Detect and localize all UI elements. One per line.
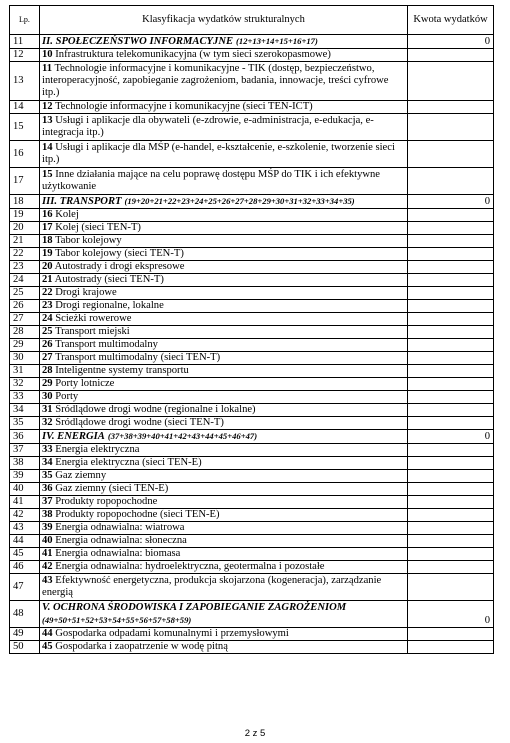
row-text: Energia odnawialna: biomasa	[55, 548, 181, 559]
section-formula: (49+50+51+52+53+54+55+56+57+58+59)	[42, 615, 192, 625]
row-lp: 23	[10, 261, 40, 274]
section-name: SPOŁECZEŃSTWO INFORMACYJNE	[55, 36, 234, 47]
row-code: 38	[42, 509, 53, 520]
table-row	[10, 641, 494, 654]
table-row	[10, 248, 494, 261]
row-classification	[40, 352, 408, 365]
row-lp: 41	[10, 496, 40, 509]
table-row	[10, 114, 494, 141]
row-classification	[40, 628, 408, 641]
section-name: OCHRONA ŚRODOWISKA I ZAPOBIEGANIE ZAGROŻENIOM	[53, 602, 347, 613]
row-lp: 48	[10, 601, 40, 628]
row-lp: 46	[10, 561, 40, 574]
row-classification	[40, 235, 408, 248]
row-classification	[40, 168, 408, 195]
row-lp: 35	[10, 417, 40, 430]
table-row	[10, 470, 494, 483]
row-classification	[40, 430, 408, 444]
row-code: 42	[42, 561, 53, 572]
table-row	[10, 391, 494, 404]
row-text: Autostrady (sieci TEN-T)	[54, 274, 164, 285]
row-amount	[408, 641, 494, 654]
row-text: Produkty ropopochodne	[55, 496, 158, 507]
table-row	[10, 168, 494, 195]
row-code: III.	[42, 196, 58, 207]
table-row	[10, 548, 494, 561]
row-lp: 34	[10, 404, 40, 417]
row-lp: 19	[10, 209, 40, 222]
row-classification	[40, 222, 408, 235]
row-code: 11	[42, 63, 53, 74]
row-text: Gaz ziemny (sieci TEN-E)	[55, 483, 169, 494]
row-amount	[408, 535, 494, 548]
row-code: 36	[42, 483, 53, 494]
row-classification	[40, 287, 408, 300]
row-classification	[40, 522, 408, 535]
table-row	[10, 209, 494, 222]
row-amount	[408, 235, 494, 248]
row-text: Produkty ropopochodne (sieci TEN-E)	[55, 509, 220, 520]
row-text: Inne działania mające na celu poprawę dostępu MŚP do TIK i ich efektywne użytkowanie	[42, 169, 381, 192]
section-name: TRANSPORT	[59, 196, 122, 207]
row-code: 41	[42, 548, 53, 559]
row-amount	[408, 496, 494, 509]
row-lp: 40	[10, 483, 40, 496]
row-amount	[408, 444, 494, 457]
table-row	[10, 300, 494, 313]
row-lp: 22	[10, 248, 40, 261]
row-lp: 39	[10, 470, 40, 483]
row-code: 14	[42, 142, 53, 153]
row-amount	[408, 248, 494, 261]
row-amount	[408, 509, 494, 522]
row-lp: 25	[10, 287, 40, 300]
table-row	[10, 326, 494, 339]
row-amount	[408, 168, 494, 195]
row-lp: 18	[10, 195, 40, 209]
row-text: Technologie informacyjne i komunikacyjne - TIK (dostęp, bezpieczeństwo, interoperacyjność, zapobieganie zagrożeniom, badania, innowacje, treści cyfrowe itp.)	[42, 63, 389, 98]
row-text: Usługi i aplikacje dla MŚP (e-handel, e-kształcenie, e-szkolenie, tworzenie sieci itp.)	[42, 142, 395, 165]
table-row	[10, 535, 494, 548]
row-amount	[408, 404, 494, 417]
row-amount	[408, 548, 494, 561]
row-classification	[40, 365, 408, 378]
section-row	[10, 601, 494, 628]
row-classification	[40, 601, 408, 628]
row-text: Drogi regionalne, lokalne	[55, 300, 164, 311]
row-lp: 24	[10, 274, 40, 287]
row-text: Transport multimodalny (sieci TEN-T)	[55, 352, 221, 363]
row-code: 44	[42, 628, 53, 639]
row-code: 18	[42, 235, 53, 246]
row-lp: 29	[10, 339, 40, 352]
section-formula: (12+13+14+15+16+17)	[236, 36, 318, 46]
row-text: Technologie informacyjne i komunikacyjne (sieci TEN-ICT)	[55, 101, 313, 112]
row-code: IV.	[42, 431, 55, 442]
row-code: 43	[42, 575, 53, 586]
row-code: 15	[42, 169, 53, 180]
row-text: Tabor kolejowy	[55, 235, 122, 246]
row-lp: 42	[10, 509, 40, 522]
row-lp: 32	[10, 378, 40, 391]
table-row	[10, 378, 494, 391]
row-classification	[40, 248, 408, 261]
row-text: Infrastruktura telekomunikacyjna (w tym sieci szerokopasmowe)	[55, 49, 331, 60]
row-classification	[40, 62, 408, 101]
row-lp: 28	[10, 326, 40, 339]
row-lp: 47	[10, 574, 40, 601]
row-amount	[408, 391, 494, 404]
table-row	[10, 365, 494, 378]
row-lp: 11	[10, 35, 40, 49]
row-amount	[408, 101, 494, 114]
row-code: 26	[42, 339, 53, 350]
table-row	[10, 522, 494, 535]
row-code: 28	[42, 365, 53, 376]
table-row	[10, 352, 494, 365]
section-name: ENERGIA	[57, 431, 105, 442]
row-amount	[408, 378, 494, 391]
row-amount	[408, 300, 494, 313]
row-code: 40	[42, 535, 53, 546]
table-row	[10, 313, 494, 326]
row-amount	[408, 222, 494, 235]
row-code: 25	[42, 326, 53, 337]
row-classification	[40, 141, 408, 168]
table-row	[10, 574, 494, 601]
row-text: Transport miejski	[55, 326, 130, 337]
row-code: 16	[42, 209, 53, 220]
row-lp: 21	[10, 235, 40, 248]
row-classification	[40, 35, 408, 49]
row-lp: 43	[10, 522, 40, 535]
table-row	[10, 235, 494, 248]
row-classification	[40, 470, 408, 483]
row-text: Gospodarka i zaopatrzenie w wodę pitną	[55, 641, 228, 652]
section-row	[10, 195, 494, 209]
row-amount	[408, 522, 494, 535]
row-classification	[40, 535, 408, 548]
row-code: 32	[42, 417, 53, 428]
row-code: 12	[42, 101, 53, 112]
row-amount	[408, 49, 494, 62]
row-classification	[40, 496, 408, 509]
table-row	[10, 274, 494, 287]
row-amount	[408, 62, 494, 101]
row-code: 10	[42, 49, 53, 60]
row-amount	[408, 417, 494, 430]
row-classification	[40, 300, 408, 313]
row-amount	[408, 352, 494, 365]
row-amount	[408, 470, 494, 483]
table-row	[10, 509, 494, 522]
row-code: II.	[42, 36, 53, 47]
row-amount: 0	[408, 35, 494, 49]
row-classification	[40, 548, 408, 561]
row-amount	[408, 628, 494, 641]
row-text: Energia odnawialna: wiatrowa	[55, 522, 185, 533]
row-lp: 12	[10, 49, 40, 62]
row-text: Gospodarka odpadami komunalnymi i przemysłowymi	[55, 628, 289, 639]
row-lp: 44	[10, 535, 40, 548]
row-text: Ścieżki rowerowe	[55, 313, 132, 324]
row-code: 30	[42, 391, 53, 402]
header-amount: Kwota wydatków	[408, 6, 494, 35]
table-row	[10, 444, 494, 457]
row-classification	[40, 274, 408, 287]
table-row	[10, 222, 494, 235]
row-lp: 20	[10, 222, 40, 235]
row-lp: 36	[10, 430, 40, 444]
row-lp: 45	[10, 548, 40, 561]
row-code: 19	[42, 248, 53, 259]
table-row	[10, 561, 494, 574]
row-text: Porty lotnicze	[55, 378, 115, 389]
row-text: Efektywność energetyczna, produkcja skojarzona (kogeneracja), zarządzanie energią	[42, 575, 382, 598]
table-row	[10, 483, 494, 496]
table-row	[10, 287, 494, 300]
row-code: 37	[42, 496, 53, 507]
table-row	[10, 49, 494, 62]
row-lp: 38	[10, 457, 40, 470]
row-classification	[40, 209, 408, 222]
table-row	[10, 261, 494, 274]
row-classification	[40, 313, 408, 326]
row-amount	[408, 483, 494, 496]
row-amount: 0	[408, 195, 494, 209]
row-text: Kolej	[55, 209, 79, 220]
row-amount	[408, 365, 494, 378]
row-text: Śródlądowe drogi wodne (sieci TEN-T)	[55, 417, 224, 428]
table-row	[10, 339, 494, 352]
row-classification	[40, 101, 408, 114]
row-amount: 0	[408, 601, 494, 628]
row-classification	[40, 483, 408, 496]
table-row	[10, 457, 494, 470]
row-classification	[40, 378, 408, 391]
row-classification	[40, 574, 408, 601]
row-amount	[408, 561, 494, 574]
row-lp: 14	[10, 101, 40, 114]
row-amount	[408, 114, 494, 141]
row-lp: 16	[10, 141, 40, 168]
section-formula: (37+38+39+40+41+42+43+44+45+46+47)	[107, 431, 258, 441]
row-amount	[408, 457, 494, 470]
row-code: 22	[42, 287, 53, 298]
row-lp: 26	[10, 300, 40, 313]
row-classification	[40, 391, 408, 404]
row-amount	[408, 274, 494, 287]
row-amount: 0	[408, 430, 494, 444]
row-text: Energia odnawialna: hydroelektryczna, geotermalna i pozostałe	[55, 561, 325, 572]
row-code: 27	[42, 352, 53, 363]
table-row	[10, 62, 494, 101]
row-code: 29	[42, 378, 53, 389]
row-amount	[408, 339, 494, 352]
row-code: 17	[42, 222, 53, 233]
row-text: Usługi i aplikacje dla obywateli (e-zdrowie, e-administracja, e-edukacja, e-integracja itp.)	[42, 115, 374, 138]
row-code: 23	[42, 300, 53, 311]
row-classification	[40, 404, 408, 417]
row-classification	[40, 417, 408, 430]
row-lp: 37	[10, 444, 40, 457]
row-lp: 27	[10, 313, 40, 326]
row-code: 34	[42, 457, 53, 468]
row-text: Tabor kolejowy (sieci TEN-T)	[55, 248, 184, 259]
row-code: 13	[42, 115, 53, 126]
row-code: 20	[42, 261, 53, 272]
row-code: 21	[42, 274, 53, 285]
expenditure-table	[9, 5, 494, 654]
row-amount	[408, 326, 494, 339]
row-classification	[40, 195, 408, 209]
row-code: 45	[42, 641, 53, 652]
table-row	[10, 496, 494, 509]
row-code: 35	[42, 470, 53, 481]
row-text: Porty	[55, 391, 79, 402]
row-classification	[40, 561, 408, 574]
row-text: Kolej (sieci TEN-T)	[55, 222, 141, 233]
row-text: Gaz ziemny	[55, 470, 107, 481]
row-classification	[40, 444, 408, 457]
page-number: 2 z 5	[244, 728, 266, 739]
row-code: 39	[42, 522, 53, 533]
row-lp: 30	[10, 352, 40, 365]
row-amount	[408, 261, 494, 274]
row-classification	[40, 641, 408, 654]
row-lp: 13	[10, 62, 40, 101]
row-text: Drogi krajowe	[55, 287, 117, 298]
table-body	[10, 35, 494, 654]
row-lp: 33	[10, 391, 40, 404]
row-text: Inteligentne systemy transportu	[55, 365, 189, 376]
row-classification	[40, 49, 408, 62]
row-code: V.	[42, 602, 51, 613]
row-lp: 15	[10, 114, 40, 141]
row-code: 31	[42, 404, 53, 415]
row-lp: 17	[10, 168, 40, 195]
row-text: Energia elektryczna	[55, 444, 140, 455]
section-row	[10, 35, 494, 49]
table-row	[10, 141, 494, 168]
row-classification	[40, 261, 408, 274]
table-row	[10, 101, 494, 114]
row-amount	[408, 287, 494, 300]
row-amount	[408, 574, 494, 601]
row-lp: 49	[10, 628, 40, 641]
section-row	[10, 430, 494, 444]
section-formula: (19+20+21+22+23+24+25+26+27+28+29+30+31+32+33+34+35)	[124, 196, 355, 206]
row-classification	[40, 339, 408, 352]
row-text: Energia odnawialna: słoneczna	[55, 535, 187, 546]
table-row	[10, 404, 494, 417]
table-row	[10, 628, 494, 641]
header-lp: Lp.	[10, 6, 40, 35]
row-text: Autostrady i drogi ekspresowe	[54, 261, 185, 272]
row-classification	[40, 457, 408, 470]
row-text: Energia elektryczna (sieci TEN-E)	[55, 457, 202, 468]
row-lp: 50	[10, 641, 40, 654]
row-lp: 31	[10, 365, 40, 378]
row-classification	[40, 326, 408, 339]
row-classification	[40, 114, 408, 141]
row-amount	[408, 141, 494, 168]
header-classification: Klasyfikacja wydatków strukturalnych	[40, 6, 408, 35]
row-amount	[408, 313, 494, 326]
row-text: Śródlądowe drogi wodne (regionalne i lokalne)	[55, 404, 256, 415]
row-code: 33	[42, 444, 53, 455]
row-amount	[408, 209, 494, 222]
row-text: Transport multimodalny	[55, 339, 158, 350]
table-row	[10, 417, 494, 430]
row-code: 24	[42, 313, 53, 324]
row-classification	[40, 509, 408, 522]
